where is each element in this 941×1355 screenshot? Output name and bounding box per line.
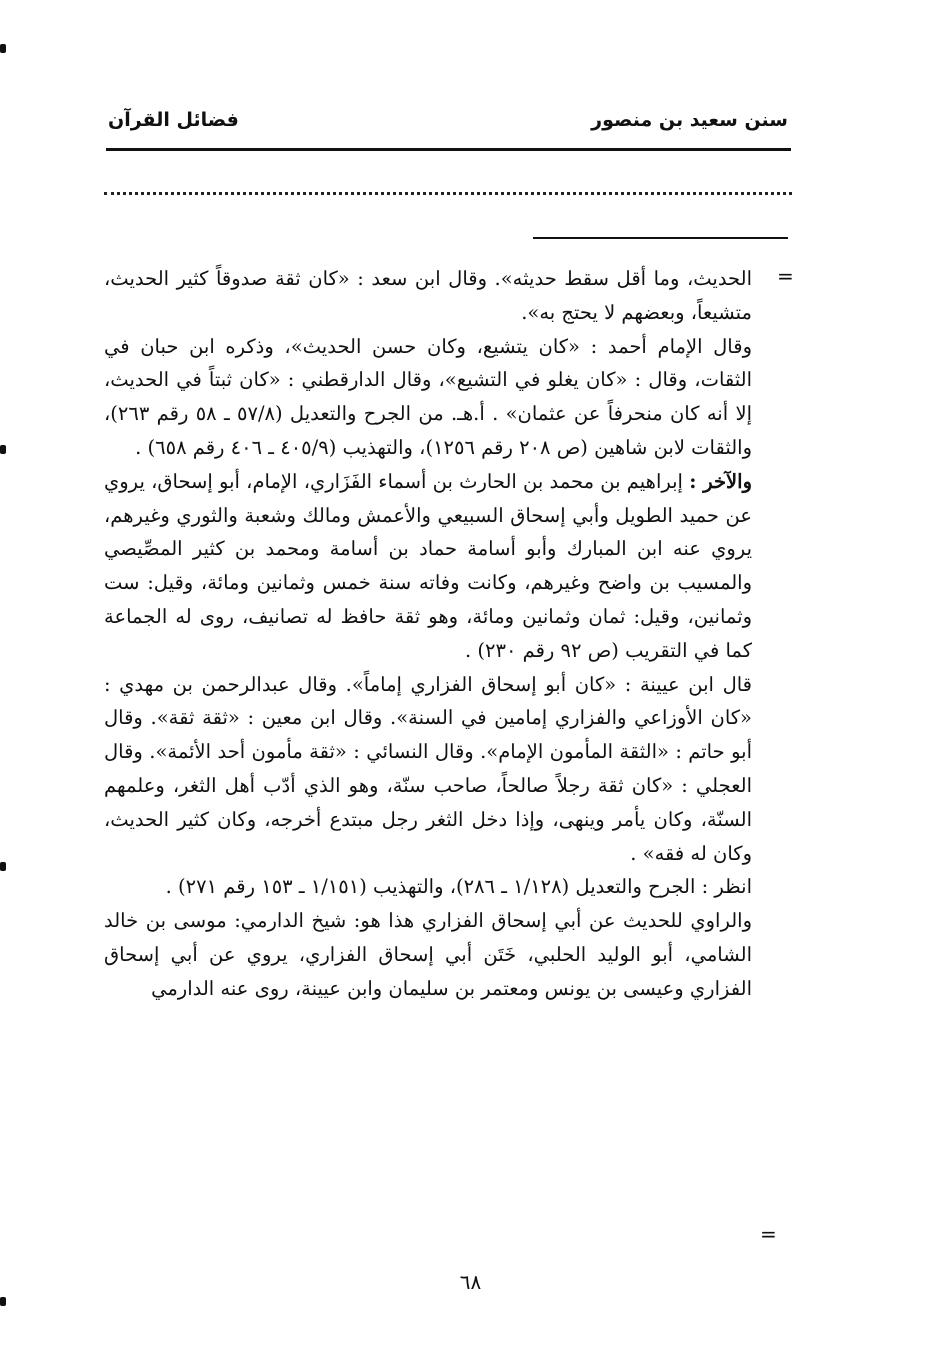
paragraph-4: قال ابن عيينة : «كان أبو إسحاق الفزاري إماماً». وقال عبدالرحمن بن مهدي : «كان الأوزاعي والفزاري إمامين في السنة». وقال ابن معين : «ثقة ثقة». وقال أبو حاتم : «الثقة المأمون الإمام». وقال النسائي : «ثقة مأمون أحد الأئمة». وقال العجلي : «كان ثقة رجلاً صالحاً، صاحب سنّة، وهو الذي أدّب أهل الثغر، وعلمهم السنّة، وكان يأمر وينهى، وإذا دخل الثغر رجل مبتدع أخرجه، وكان كثير الحديث، وكان له فقه» . <box>104 672 752 865</box>
header-rule <box>106 148 791 151</box>
continuation-marker-top: = <box>777 264 794 288</box>
paragraph-5: انظر : الجرح والتعديل (١/١٢٨ ـ ٢٨٦)، والتهذيب (١/١٥١ ـ ١٥٣ رقم ٢٧١) . <box>165 875 752 899</box>
page-number: ٦٨ <box>459 1270 482 1294</box>
bold-lead: والآخر : <box>689 469 753 493</box>
footnote-rule <box>533 237 788 239</box>
scan-mark <box>0 445 6 454</box>
paragraph-3 <box>104 465 752 668</box>
section-title: فضائل القرآن <box>108 109 239 131</box>
running-header <box>108 102 788 138</box>
paragraph-3-text: إبراهيم بن محمد بن الحارث بن أسماء الفَزَاري، الإمام، أبو إسحاق، يروي عن حميد الطويل وأبي إسحاق السبيعي والأعمش ومالك وشعبة والثوري وغيرهم، يروي عنه ابن المبارك وأبو أسامة حماد بن أسامة ومحمد بن كثير المصِّيصي والمسيب بن واضح وغيرهم، وكانت وفاته سنة خمس وثمانين ومائة، وقيل: ست وثمانين، وقيل: ثمان وثمانين ومائة، وهو ثقة حافظ له تصانيف، روى له الجماعة كما في التقريب (ص ٩٢ رقم ٢٣٠) . <box>104 469 752 662</box>
footnote-body <box>104 262 752 1006</box>
dotted-separator <box>104 192 792 195</box>
book-title: سنن سعيد بن منصور <box>591 109 788 131</box>
paragraph-6: والراوي للحديث عن أبي إسحاق الفزاري هذا هو: شيخ الدارمي: موسى بن خالد الشامي، أبو الوليد الحلبي، خَتَن أبي إسحاق الفزاري، يروي عن أبي إسحاق الفزاري وعيسى بن يونس ومعتمر بن سليمان وابن عيينة، روى عنه الدارمي <box>104 909 752 1000</box>
scan-mark <box>0 1297 6 1306</box>
continuation-marker-bottom: = <box>760 1222 777 1246</box>
scan-mark <box>0 862 6 871</box>
paragraph-2: وقال الإمام أحمد : «كان يتشيع، وكان حسن الحديث»، وذكره ابن حبان في الثقات، وقال : «كان يغلو في التشيع»، وقال الدارقطني : «كان ثبتاً في الحديث، إلا أنه كان منحرفاً عن عثمان» . أ.هـ. من الجرح والتعديل (٥٧/٨ ـ ٥٨ رقم ٢٦٣)، والثقات لابن شاهين (ص ٢٠٨ رقم ١٢٥٦)، والتهذيب (٤٠٥/٩ ـ ٤٠٦ رقم ٦٥٨) . <box>104 334 752 459</box>
scan-mark <box>0 44 6 53</box>
paragraph-1: الحديث، وما أقل سقط حديثه». وقال ابن سعد : «كان ثقة صدوقاً كثير الحديث، متشيعاً، وبعضهم لا يحتج به». <box>104 267 752 324</box>
